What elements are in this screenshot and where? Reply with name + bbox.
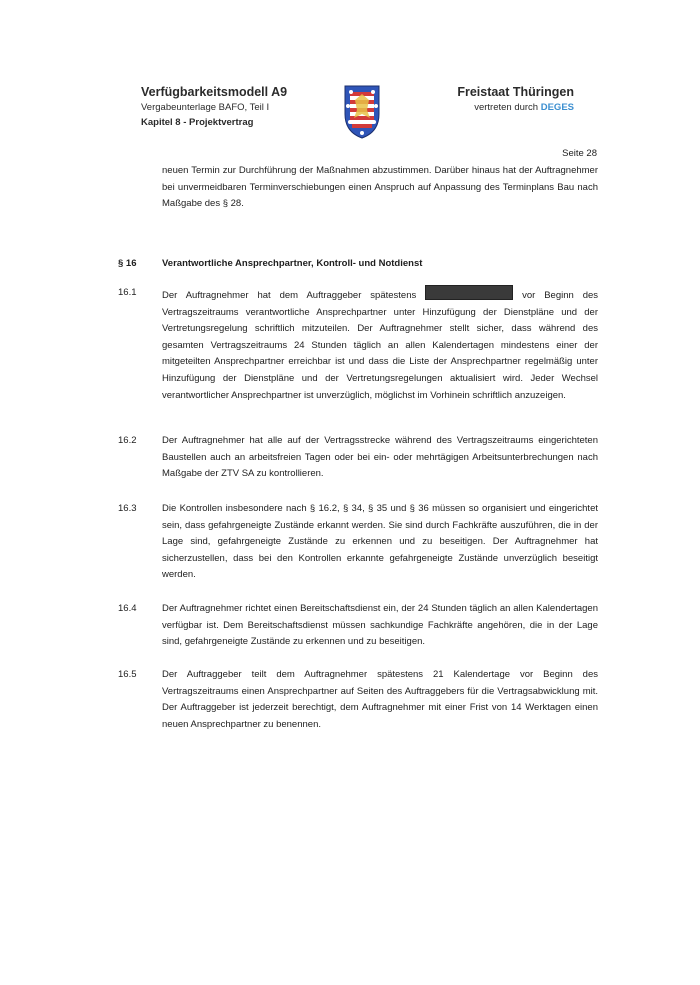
continuation-text: neuen Termin zur Durchführung der Maßnahmen abzustimmen. Darüber hinaus hat der Auftragnehmer bei unvermeidbaren Terminverschiebungen einen Anspruch auf Anpassung des Terminplans Bau nach Maßgabe des § 28. — [162, 165, 598, 210]
represented-org: DEGES — [540, 102, 574, 113]
paragraph-16-3 — [118, 501, 598, 584]
document-chapter: Kapitel 8 - Projektvertrag — [141, 117, 254, 128]
document-header-left — [141, 84, 287, 130]
represented-by-label: vertreten durch — [474, 102, 539, 113]
paragraph-text: Der Auftragnehmer hat alle auf der Vertragsstrecke während des Vertragszeitraums eingerichteten Baustellen auch an arbeitsfreien Tagen oder bei ein- oder mehrtägigen Arbeitsunterbrechungen nach Maßgabe der ZTV SA zu kontrollieren. — [162, 435, 598, 480]
state-name: Freistaat Thüringen — [457, 85, 574, 99]
paragraph-number: 16.1 — [118, 287, 137, 298]
section-title: Verantwortliche Ansprechpartner, Kontroll- und Notdienst — [162, 258, 423, 269]
paragraph-number: 16.3 — [118, 503, 137, 514]
paragraph-text: Die Kontrollen insbesondere nach § 16.2, § 34, § 35 und § 36 müssen so organisiert und eingerichtet sein, dass gefahrgeneigte Zustände erkannt werden. Sie sind durch Fachkräfte auszuführen, die in der Lage sind, gefahrgeneigte Zustände zu erkennen und zu beseitigen. Der Auftragnehmer hat sicherzustellen, dass bei den Kontrollen erkannte gefahrgeneigte Zustände unverzüglich beseitigt werden. — [162, 503, 598, 581]
paragraph-text-before-redaction: Der Auftragnehmer hat dem Auftraggeber spätestens — [162, 290, 417, 301]
paragraph-16-5 — [118, 667, 598, 733]
paragraph-number: 16.2 — [118, 435, 137, 446]
paragraph-text: Der Auftragnehmer richtet einen Bereitschaftsdienst ein, der 24 Stunden täglich an allen Kalendertagen verfügbar ist. Dem Bereitschaftsdienst müssen sachkundige Fachkräfte angehören, die in der Lage sind, gefahrgeneigte Zustände zu erkennen und zu beseitigen. — [162, 603, 598, 648]
paragraph-text — [162, 285, 598, 404]
represented-by-line — [457, 100, 574, 115]
paragraph-text: Der Auftraggeber teilt dem Auftragnehmer spätestens 21 Kalendertage vor Beginn des Vertragszeitraums einen Ansprechpartner auf Seiten des Auftraggebers für die Vertragsabwicklung mit. Der Auftraggeber ist jederzeit berechtigt, dem Auftragnehmer mit einer Frist von 14 Werktagen einen neuen Ansprechpartner zu benennen. — [162, 669, 598, 730]
paragraph-text-after-redaction: vor Beginn des Vertragszeitraums verantwortliche Ansprechpartner unter Hinzufügung der Dienstpläne und der Vertretungsregelung schriftlich mitzuteilen. Der Auftragnehmer stellt sicher, dass während des gesamten Vertragszeitraums 24 Stunden täglich an allen Kalendertagen mindestens einer der mitgeteilten Ansprechpartner erreichbar ist und dass die Liste der Ansprechpartner regelmäßig unter Hinzufügung der Dienstpläne und der Vertretungsregelungen aktualisiert wird. Jeder Wechsel verantwortlicher Ansprechpartner ist unverzüglich, möglichst im Vorhinein schriftlich anzuzeigen. — [162, 290, 599, 401]
paragraph-16-1 — [118, 285, 598, 404]
paragraph-16-4 — [118, 601, 598, 651]
paragraph-16-2 — [118, 433, 598, 483]
document-header-right — [457, 84, 574, 115]
document-title: Verfügbarkeitsmodell A9 — [141, 85, 288, 99]
thuringia-coat-of-arms-icon — [342, 84, 382, 140]
section-number: § 16 — [118, 258, 137, 269]
page-number: Seite 28 — [562, 148, 597, 159]
paragraph-number: 16.5 — [118, 669, 137, 680]
document-subtitle: Vergabeunterlage BAFO, Teil I — [141, 102, 270, 113]
section-heading — [118, 258, 422, 269]
paragraph-number: 16.4 — [118, 603, 137, 614]
redaction-box — [425, 285, 513, 300]
